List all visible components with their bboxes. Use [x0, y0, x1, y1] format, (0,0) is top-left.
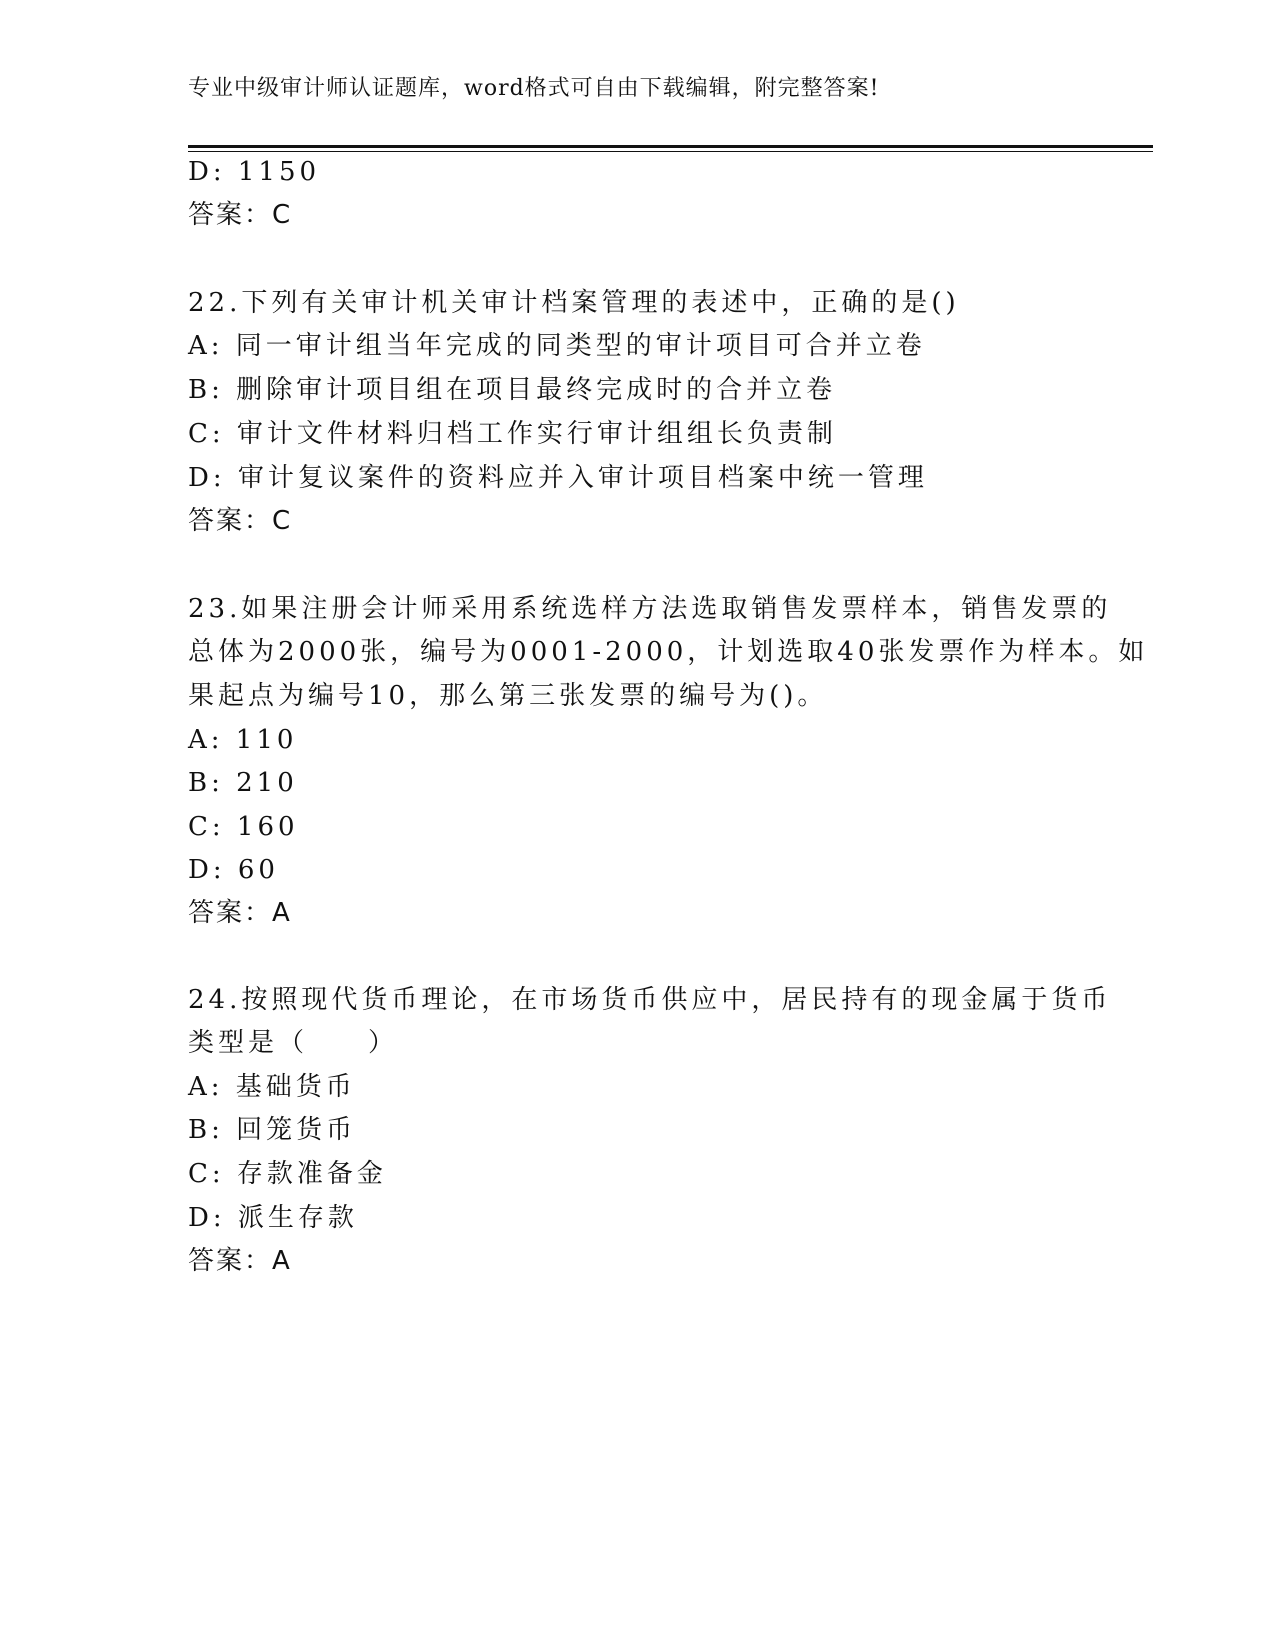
question-22-option-d: D: 审计复议案件的资料应并入审计项目档案中统一管理 [188, 463, 928, 493]
question-24-option-c: C: 存款准备金 [188, 1159, 387, 1189]
question-23-option-d: D: 60 [188, 855, 279, 885]
question-23-title-line-2: 总体为2000张，编号为0001-2000，计划选取40张发票作为样本。如 [188, 637, 1149, 667]
question-24-title-line-1: 24.按照现代货币理论，在市场货币供应中，居民持有的现金属于货币 [188, 985, 1112, 1015]
question-22-title: 22.下列有关审计机关审计档案管理的表述中，正确的是() [188, 288, 960, 318]
question-23-title-line-1: 23.如果注册会计师采用系统选样方法选取销售发票样本，销售发票的 [188, 594, 1112, 624]
question-23-option-b: B: 210 [188, 768, 298, 798]
question-24-title-line-2: 类型是（ ） [188, 1028, 399, 1058]
question-23-option-c: C: 160 [188, 812, 299, 842]
question-24-answer: 答案：A [188, 1246, 292, 1276]
question-23-answer: 答案：A [188, 898, 292, 928]
question-23-option-a: A: 110 [188, 725, 298, 755]
question-24-option-d: D: 派生存款 [188, 1203, 358, 1233]
question-24-option-b: B: 回笼货币 [188, 1115, 357, 1145]
question-21-option-d: D: 1150 [188, 157, 321, 187]
question-24-option-a: A: 基础货币 [188, 1072, 356, 1102]
question-22-option-c: C: 审计文件材料归档工作实行审计组组长负责制 [188, 419, 837, 449]
page-header: 专业中级审计师认证题库，word格式可自由下载编辑，附完整答案! [188, 76, 880, 101]
question-22-option-b: B: 删除审计项目组在项目最终完成时的合并立卷 [188, 375, 837, 405]
question-22-option-a: A: 同一审计组当年完成的同类型的审计项目可合并立卷 [188, 331, 926, 361]
question-23-title-line-3: 果起点为编号10，那么第三张发票的编号为()。 [188, 681, 828, 711]
header-divider-thick [188, 145, 1153, 148]
question-21-answer: 答案：C [188, 200, 293, 230]
question-22-answer: 答案：C [188, 506, 293, 536]
